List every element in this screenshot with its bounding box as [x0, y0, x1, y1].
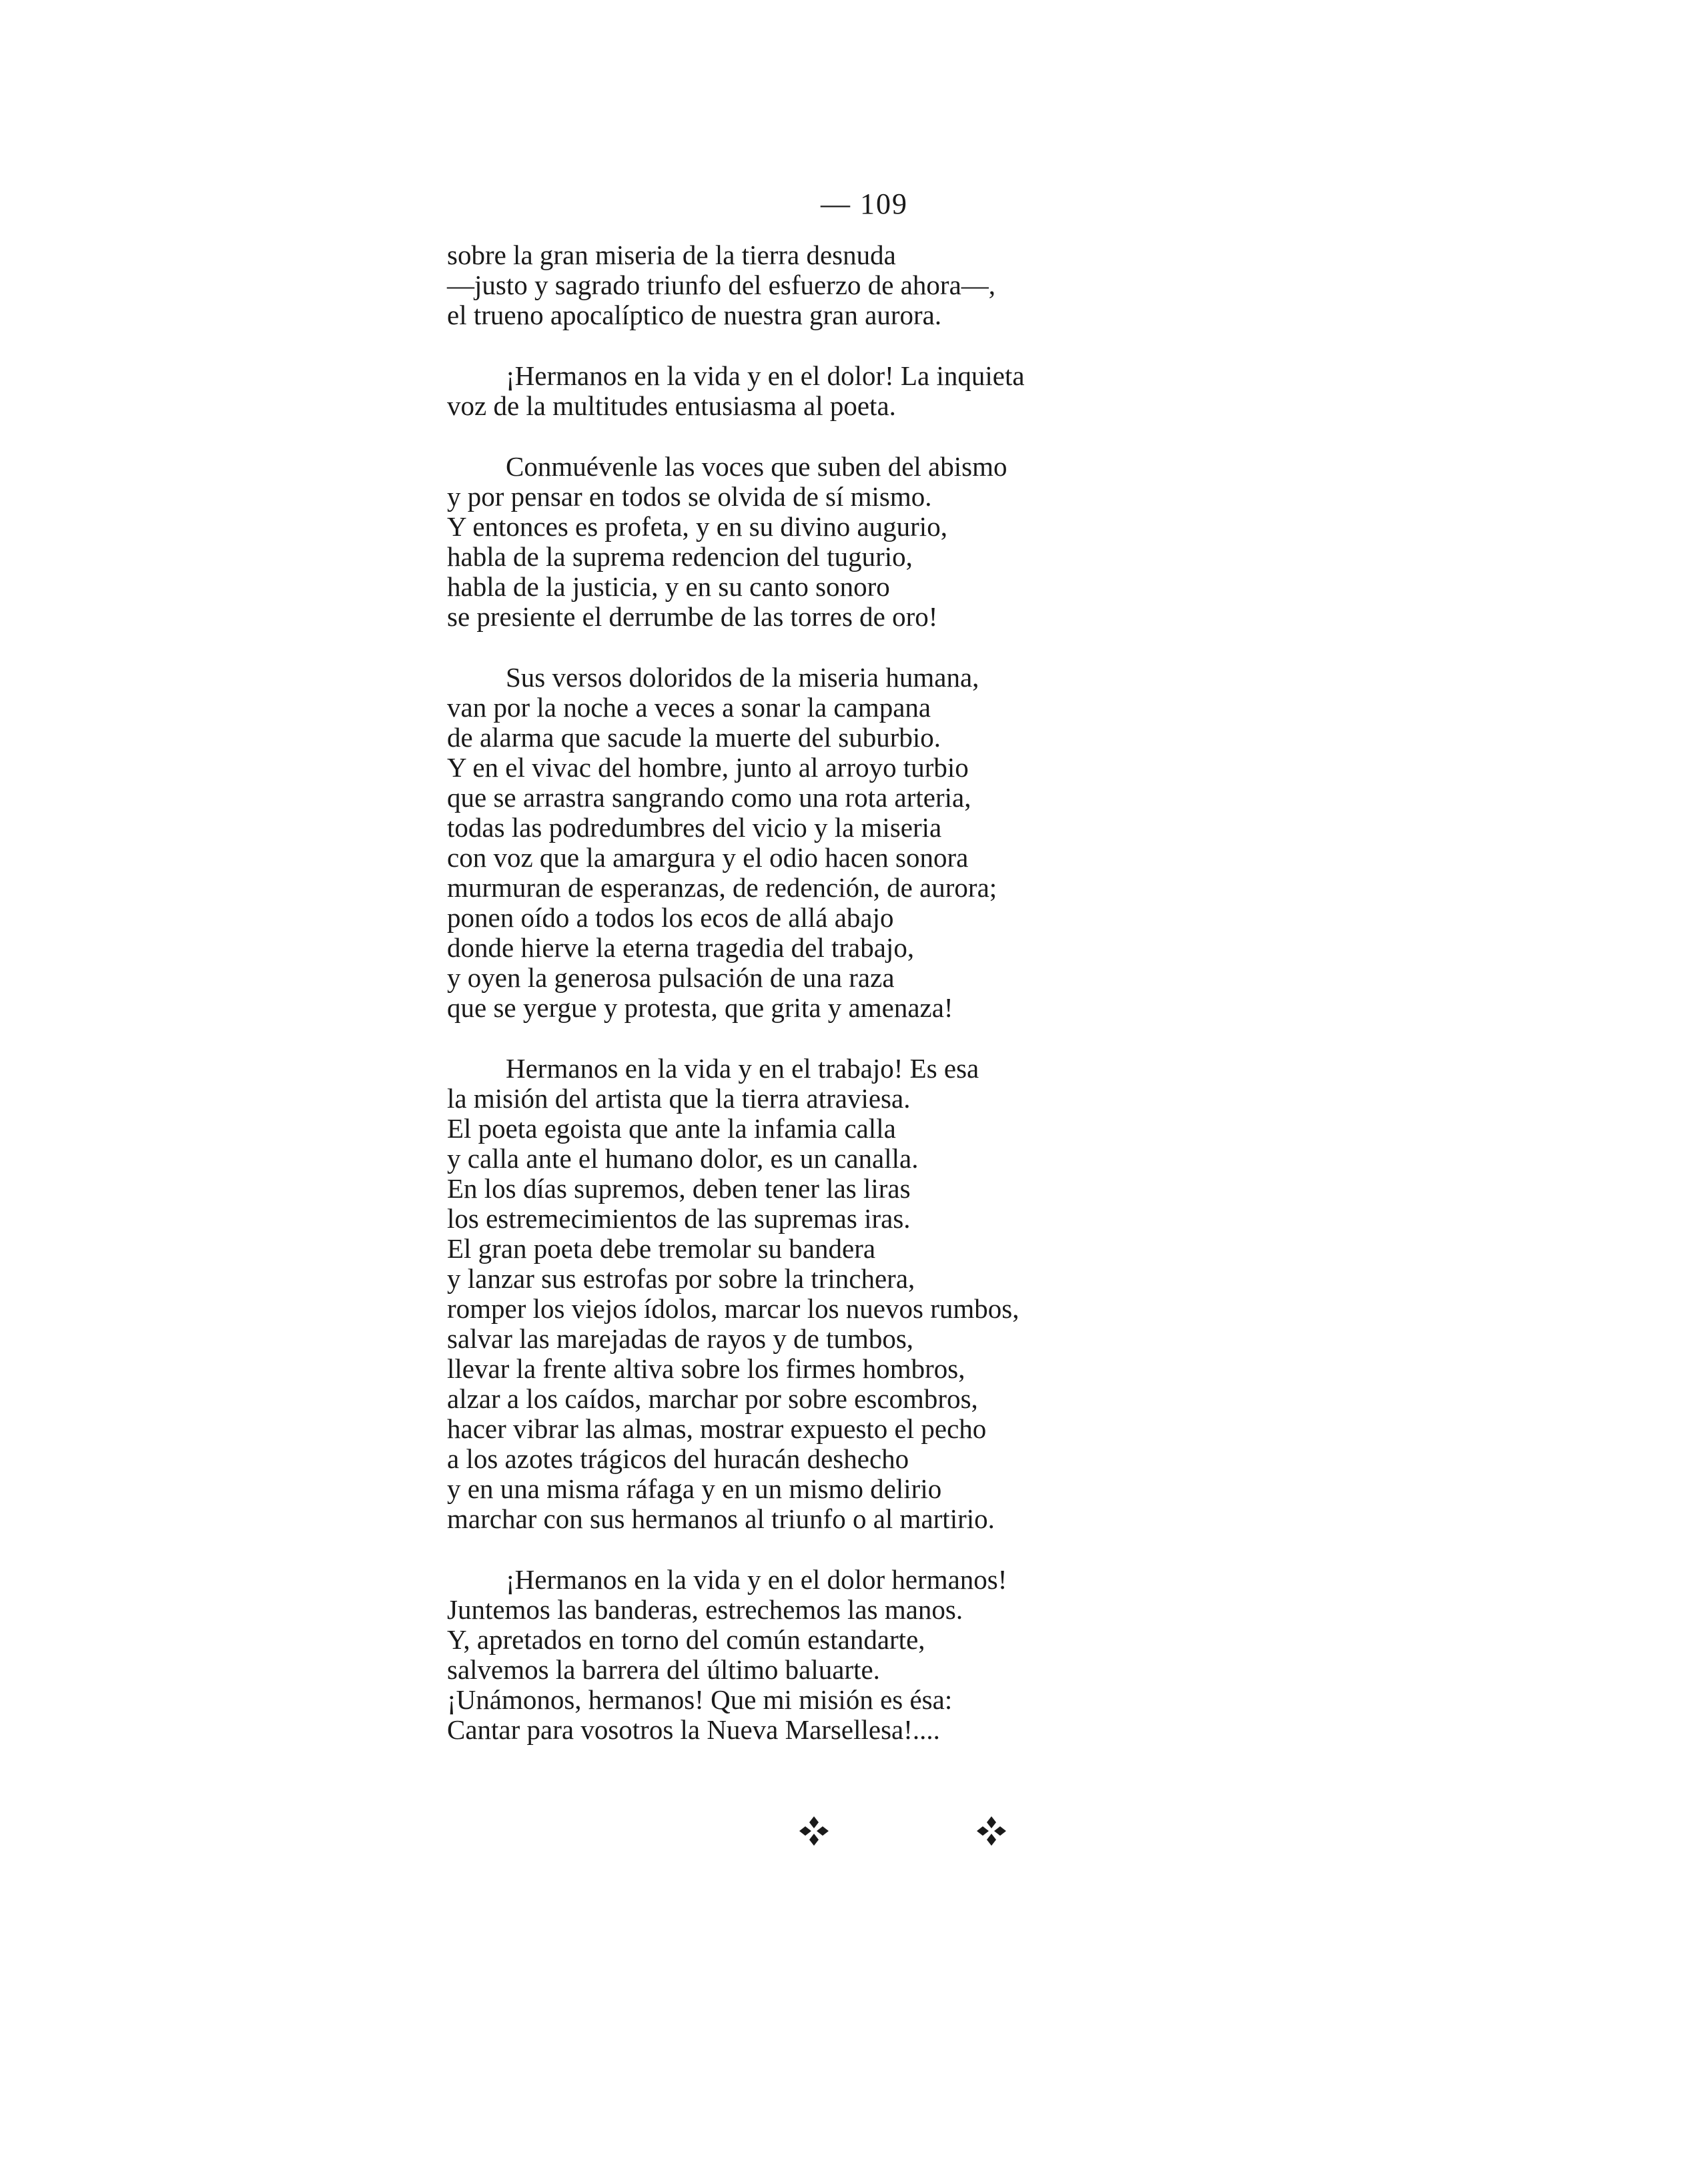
poem-line: y oyen la generosa pulsación de una raza: [447, 962, 895, 993]
poem-line: y calla ante el humano dolor, es un canalla.: [447, 1143, 919, 1174]
four-diamond-ornament-icon: [798, 1815, 830, 1847]
page-number: — 109: [821, 188, 908, 220]
poem-line: el trueno apocalíptico de nuestra gran aurora.: [447, 300, 942, 330]
poem-line: alzar a los caídos, marchar por sobre escombros,: [447, 1383, 978, 1414]
poem-line: ¡Hermanos en la vida y en el dolor! La inquieta: [506, 360, 1025, 391]
stanza-3: [447, 452, 1248, 632]
poem-text: [447, 240, 1248, 1776]
poem-line: —justo y sagrado triunfo del esfuerzo de ahora—,: [447, 270, 996, 300]
stanza-6: [447, 1565, 1248, 1745]
poem-line: romper los viejos ídolos, marcar los nuevos rumbos,: [447, 1293, 1019, 1324]
poem-line: de alarma que sacude la muerte del suburbio.: [447, 722, 941, 753]
poem-line: donde hierve la eterna tragedia del trabajo,: [447, 932, 915, 963]
poem-line: ponen oído a todos los ecos de allá abajo: [447, 902, 894, 933]
poem-line: con voz que la amargura y el odio hacen sonora: [447, 842, 969, 873]
poem-line: hacer vibrar las almas, mostrar expuesto el pecho: [447, 1413, 987, 1444]
poem-line: salvemos la barrera del último baluarte.: [447, 1654, 880, 1685]
poem-line: que se yergue y protesta, que grita y amenaza!: [447, 992, 953, 1023]
poem-line: En los días supremos, deben tener las liras: [447, 1173, 911, 1204]
poem-line: voz de la multitudes entusiasma al poeta.: [447, 390, 896, 421]
poem-line: se presiente el derrumbe de las torres de oro!: [447, 601, 938, 632]
stanza-2: [447, 361, 1248, 421]
section-end-ornaments: [0, 1815, 1698, 1855]
poem-line: los estremecimientos de las supremas iras.: [447, 1203, 911, 1234]
poem-line: Y en el vivac del hombre, junto al arroyo turbio: [447, 752, 969, 783]
poem-line: Conmuévenle las voces que suben del abismo: [506, 451, 1007, 482]
poem-line: y por pensar en todos se olvida de sí mismo.: [447, 481, 932, 512]
four-diamond-ornament-icon: [975, 1815, 1007, 1847]
poem-line: sobre la gran miseria de la tierra desnuda: [447, 240, 896, 270]
poem-line: ¡Hermanos en la vida y en el dolor hermanos!: [506, 1564, 1007, 1595]
stanza-4: [447, 663, 1248, 1023]
poem-line: van por la noche a veces a sonar la campana: [447, 692, 931, 723]
poem-line: y lanzar sus estrofas por sobre la trinchera,: [447, 1263, 915, 1294]
poem-line: Cantar para vosotros la Nueva Marsellesa!....: [447, 1714, 940, 1745]
poem-line: Sus versos doloridos de la miseria humana,: [506, 662, 979, 693]
poem-line: Y, apretados en torno del común estandarte,: [447, 1624, 925, 1655]
poem-line: todas las podredumbres del vicio y la miseria: [447, 812, 942, 843]
poem-line: llevar la frente altiva sobre los firmes hombros,: [447, 1353, 965, 1384]
poem-line: ¡Unámonos, hermanos! Que mi misión es ésa:: [447, 1684, 953, 1715]
poem-line: Hermanos en la vida y en el trabajo! Es esa: [506, 1053, 979, 1084]
poem-line: El gran poeta debe tremolar su bandera: [447, 1233, 876, 1264]
stanza-5: [447, 1054, 1248, 1534]
poem-line: Y entonces es profeta, y en su divino augurio,: [447, 511, 947, 542]
poem-line: marchar con sus hermanos al triunfo o al martirio.: [447, 1503, 995, 1534]
poem-line: la misión del artista que la tierra atraviesa.: [447, 1083, 911, 1114]
poem-line: habla de la suprema redencion del tugurio,: [447, 541, 913, 572]
poem-line: salvar las marejadas de rayos y de tumbos,: [447, 1323, 914, 1354]
poem-line: murmuran de esperanzas, de redención, de aurora;: [447, 872, 997, 903]
poem-line: habla de la justicia, y en su canto sonoro: [447, 571, 890, 602]
poem-line: que se arrastra sangrando como una rota arteria,: [447, 782, 971, 813]
poem-line: El poeta egoista que ante la infamia calla: [447, 1113, 896, 1144]
poem-line: y en una misma ráfaga y en un mismo delirio: [447, 1473, 942, 1504]
poem-line: Juntemos las banderas, estrechemos las manos.: [447, 1594, 963, 1625]
stanza-1: [447, 240, 1248, 330]
poem-line: a los azotes trágicos del huracán deshecho: [447, 1443, 909, 1474]
